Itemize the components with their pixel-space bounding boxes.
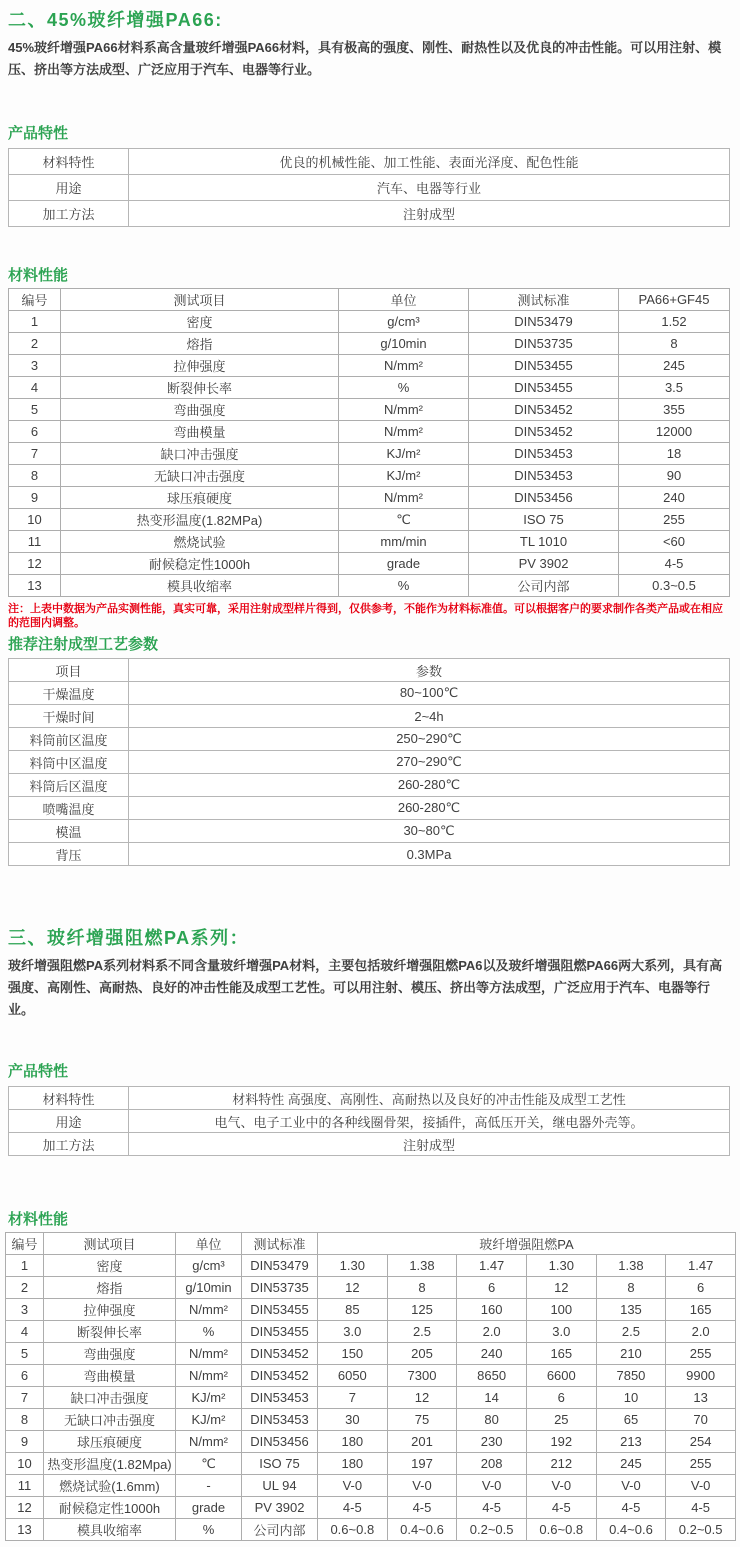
cell: 9900 [666,1365,736,1387]
cell: DIN53455 [469,377,619,399]
cell: 100 [526,1299,596,1321]
cell: 12 [9,553,61,575]
cell: 90 [619,465,730,487]
cell: 汽车、电器等行业 [129,175,730,201]
cell: 耐候稳定性1000h [44,1497,176,1519]
cell: 5 [6,1343,44,1365]
cell: 10 [9,509,61,531]
cell: 270~290℃ [129,751,730,774]
table-row [9,682,730,705]
cell: 4-5 [526,1497,596,1519]
cell: 255 [666,1453,736,1475]
cell: 模具收缩率 [44,1519,176,1541]
table-row [9,377,730,399]
cell: 材料特性 高强度、高刚性、高耐热以及良好的冲击性能及成型工艺性 [129,1087,730,1110]
cell: 13 [666,1387,736,1409]
table-row [9,705,730,728]
cell: 3 [9,355,61,377]
table-row [9,175,730,201]
cell: 电气、电子工业中的各种线圈骨架，接插件，高低压开关，继电器外壳等。 [129,1110,730,1133]
cell: 6 [526,1387,596,1409]
cell: 2~4h [129,705,730,728]
cell: KJ/m² [339,443,469,465]
table-row [9,355,730,377]
cell: 12 [387,1387,457,1409]
cell: V-0 [666,1475,736,1497]
cell: 缺口冲击强度 [44,1387,176,1409]
cell: TL 1010 [469,531,619,553]
pa66-process-table [8,658,730,866]
column-header: 项目 [9,659,129,682]
table-row [6,1387,736,1409]
cell: 2.5 [596,1321,666,1343]
section-frpa-title: 三、玻纤增强阻燃PA系列： [8,928,250,948]
section-pa66-title: 二、45%玻纤增强PA66: [8,10,223,30]
cell: 0.6~0.8 [318,1519,388,1541]
cell: 1.30 [318,1255,388,1277]
cell: 212 [526,1453,596,1475]
cell: 4-5 [387,1497,457,1519]
cell: DIN53479 [242,1255,318,1277]
cell: 0.6~0.8 [526,1519,596,1541]
section-pa66-intro: 45%玻纤增强PA66材料系高含量玻纤增强PA66材料，具有极高的强度、刚性、耐热性以及优良的冲击性能。可以用注射、模压、挤出等方法成型、广泛应用于汽车、电器等行业。 [8,40,722,77]
cell: 254 [666,1431,736,1453]
cell: 240 [457,1343,527,1365]
cell: 135 [596,1299,666,1321]
cell: 优良的机械性能、加工性能、表面光泽度、配色性能 [129,149,730,175]
cell: V-0 [596,1475,666,1497]
cell: N/mm² [176,1431,242,1453]
cell: % [176,1519,242,1541]
cell: 0.2~0.5 [457,1519,527,1541]
cell: 180 [318,1453,388,1475]
cell: 0.3MPa [129,843,730,866]
cell: 7 [6,1387,44,1409]
cell: DIN53453 [469,465,619,487]
cell: 2.5 [387,1321,457,1343]
cell: 6 [666,1277,736,1299]
cell: 热变形温度(1.82MPa) [61,509,339,531]
table-row [6,1343,736,1365]
cell: DIN53456 [242,1431,318,1453]
cell: 245 [596,1453,666,1475]
cell: 喷嘴温度 [9,797,129,820]
cell: 2 [9,333,61,355]
header-row [9,289,730,311]
cell: 1.38 [596,1255,666,1277]
cell: 3.0 [318,1321,388,1343]
cell: 3 [6,1299,44,1321]
cell: N/mm² [176,1299,242,1321]
cell: 球压痕硬度 [44,1431,176,1453]
cell: 25 [526,1409,596,1431]
cell: 2.0 [666,1321,736,1343]
cell: 10 [596,1387,666,1409]
cell: 9 [6,1431,44,1453]
cell: 18 [619,443,730,465]
table-row [6,1365,736,1387]
cell: 4-5 [457,1497,527,1519]
cell: DIN53452 [469,399,619,421]
pa66-properties-table [8,288,730,597]
table-row [9,553,730,575]
cell: mm/min [339,531,469,553]
table-row [6,1321,736,1343]
cell: 11 [6,1475,44,1497]
table-row [6,1277,736,1299]
cell: 拉伸强度 [61,355,339,377]
cell: 燃烧试验 [61,531,339,553]
cell: 材料特性 [9,149,129,175]
cell: 球压痕硬度 [61,487,339,509]
cell: 背压 [9,843,129,866]
cell: DIN53453 [469,443,619,465]
cell: PV 3902 [469,553,619,575]
cell: 12 [6,1497,44,1519]
cell: 1.52 [619,311,730,333]
cell: % [339,575,469,597]
pa66-features-heading: 产品特性 [8,125,69,142]
cell: 165 [526,1343,596,1365]
pa66-features-table [8,148,730,227]
cell: 熔指 [61,333,339,355]
cell: V-0 [318,1475,388,1497]
cell: 4-5 [318,1497,388,1519]
cell: 4 [6,1321,44,1343]
column-header: 单位 [176,1233,242,1255]
cell: 205 [387,1343,457,1365]
cell: 208 [457,1453,527,1475]
table-row [9,531,730,553]
table-row [9,509,730,531]
cell: 2 [6,1277,44,1299]
cell: 8 [9,465,61,487]
cell: 1.38 [387,1255,457,1277]
cell: 260-280℃ [129,774,730,797]
cell: 断裂伸长率 [44,1321,176,1343]
cell: 公司内部 [469,575,619,597]
column-header: 测试项目 [44,1233,176,1255]
cell: grade [339,553,469,575]
cell: 12 [318,1277,388,1299]
cell: V-0 [457,1475,527,1497]
cell: 11 [9,531,61,553]
frpa-features-table [8,1086,730,1156]
cell: 注射成型 [129,1133,730,1156]
cell: 355 [619,399,730,421]
cell: 断裂伸长率 [61,377,339,399]
cell: 5 [9,399,61,421]
cell: V-0 [387,1475,457,1497]
table-row [6,1519,736,1541]
cell: DIN53455 [469,355,619,377]
cell: ℃ [176,1453,242,1475]
table-row [6,1475,736,1497]
cell: 65 [596,1409,666,1431]
cell: DIN53456 [469,487,619,509]
table-row [9,201,730,227]
cell: 料筒前区温度 [9,728,129,751]
table-row [9,311,730,333]
cell: 14 [457,1387,527,1409]
cell: 4-5 [666,1497,736,1519]
frpa-properties-heading: 材料性能 [8,1211,69,1228]
cell: 热变形温度(1.82Mpa) [44,1453,176,1475]
cell: 8 [619,333,730,355]
cell: 干燥温度 [9,682,129,705]
table-row [6,1299,736,1321]
cell: 160 [457,1299,527,1321]
cell: 耐候稳定性1000h [61,553,339,575]
cell: 180 [318,1431,388,1453]
table-row [9,774,730,797]
table-row [9,1133,730,1156]
cell: 弯曲模量 [44,1365,176,1387]
cell: <60 [619,531,730,553]
table-row [6,1453,736,1475]
cell: 7850 [596,1365,666,1387]
cell: 9 [9,487,61,509]
cell: 公司内部 [242,1519,318,1541]
cell: 6600 [526,1365,596,1387]
cell: ℃ [339,509,469,531]
cell: 70 [666,1409,736,1431]
cell: 192 [526,1431,596,1453]
cell: 1.47 [666,1255,736,1277]
cell: 210 [596,1343,666,1365]
cell: 75 [387,1409,457,1431]
cell: 12 [526,1277,596,1299]
cell: 260-280℃ [129,797,730,820]
cell: 0.4~0.6 [596,1519,666,1541]
cell: DIN53735 [469,333,619,355]
table-row [9,1087,730,1110]
table-row [9,421,730,443]
cell: 7 [318,1387,388,1409]
section-frpa-intro: 玻纤增强阻燃PA系列材料系不同含量玻纤增强PA材料，主要包括玻纤增强阻燃PA6以及玻纤增强阻燃PA66两大系列，具有高强度、高刚性、高耐热、良好的冲击性能及成型工艺性。可以用注射、模压、挤出等方法成型，广泛应用于汽车、电器等行业。 [8,958,723,1017]
cell: DIN53455 [242,1299,318,1321]
cell: g/cm³ [339,311,469,333]
table-row [9,443,730,465]
column-header: 参数 [129,659,730,682]
pa66-properties-heading: 材料性能 [8,267,69,284]
cell: 8 [596,1277,666,1299]
cell: 7 [9,443,61,465]
cell: 无缺口冲击强度 [44,1409,176,1431]
cell: DIN53452 [242,1365,318,1387]
table-row [9,751,730,774]
cell: 模具收缩率 [61,575,339,597]
cell: KJ/m² [176,1387,242,1409]
frpa-properties-table [5,1232,736,1541]
table-row [9,149,730,175]
cell: N/mm² [176,1343,242,1365]
table-row [9,820,730,843]
cell: 6 [457,1277,527,1299]
cell: 拉伸强度 [44,1299,176,1321]
cell: KJ/m² [176,1409,242,1431]
column-header: 测试标准 [469,289,619,311]
cell: 熔指 [44,1277,176,1299]
table-row [9,1110,730,1133]
cell: 料筒后区温度 [9,774,129,797]
cell: N/mm² [339,487,469,509]
header-row [9,659,730,682]
table-row [9,399,730,421]
cell: 201 [387,1431,457,1453]
cell: 213 [596,1431,666,1453]
cell: 255 [619,509,730,531]
pa66-process-heading: 推荐注射成型工艺参数 [8,636,159,653]
cell: g/10min [339,333,469,355]
cell: 80~100℃ [129,682,730,705]
cell: 7300 [387,1365,457,1387]
cell: 弯曲强度 [61,399,339,421]
table-row [6,1497,736,1519]
cell: DIN53453 [242,1409,318,1431]
cell: 245 [619,355,730,377]
cell: - [176,1475,242,1497]
cell: N/mm² [339,399,469,421]
cell: KJ/m² [339,465,469,487]
cell: 材料特性 [9,1087,129,1110]
table-row [9,843,730,866]
cell: N/mm² [176,1365,242,1387]
cell: 230 [457,1431,527,1453]
cell: N/mm² [339,355,469,377]
measurement-note: 注：上表中数据为产品实测性能，真实可靠，采用注射成型样片得到，仅供参考，不能作为材料标准值。可以根据客户的要求制作各类产品或在相应的范围内调整。 [8,603,723,629]
cell: 3.0 [526,1321,596,1343]
cell: 干燥时间 [9,705,129,728]
cell: 6050 [318,1365,388,1387]
cell: 4-5 [596,1497,666,1519]
cell: DIN53455 [242,1321,318,1343]
cell: 8 [6,1409,44,1431]
cell: 0.4~0.6 [387,1519,457,1541]
cell: 弯曲强度 [44,1343,176,1365]
cell: % [176,1321,242,1343]
cell: 250~290℃ [129,728,730,751]
cell: 缺口冲击强度 [61,443,339,465]
cell: g/10min [176,1277,242,1299]
cell: 1 [6,1255,44,1277]
cell: 150 [318,1343,388,1365]
table-row [9,728,730,751]
cell: 注射成型 [129,201,730,227]
table-row [9,575,730,597]
column-header: 测试标准 [242,1233,318,1255]
cell: 10 [6,1453,44,1475]
cell: DIN53452 [469,421,619,443]
cell: 197 [387,1453,457,1475]
column-header: PA66+GF45 [619,289,730,311]
cell: 30 [318,1409,388,1431]
cell: 燃烧试验(1.6mm) [44,1475,176,1497]
cell: 无缺口冲击强度 [61,465,339,487]
column-header: 测试项目 [61,289,339,311]
cell: 1.30 [526,1255,596,1277]
cell: 6 [6,1365,44,1387]
table-row [6,1431,736,1453]
cell: 12000 [619,421,730,443]
column-header: 玻纤增强阻燃PA [318,1233,736,1255]
cell: 2.0 [457,1321,527,1343]
cell: DIN53479 [469,311,619,333]
table-row [6,1409,736,1431]
cell: 料筒中区温度 [9,751,129,774]
cell: PV 3902 [242,1497,318,1519]
cell: 8 [387,1277,457,1299]
cell: 加工方法 [9,201,129,227]
cell: 6 [9,421,61,443]
table-row [9,487,730,509]
column-header: 编号 [6,1233,44,1255]
cell: 85 [318,1299,388,1321]
cell: 模温 [9,820,129,843]
cell: 80 [457,1409,527,1431]
cell: 8650 [457,1365,527,1387]
cell: ISO 75 [242,1453,318,1475]
cell: 13 [9,575,61,597]
cell: % [339,377,469,399]
cell: 4 [9,377,61,399]
cell: grade [176,1497,242,1519]
cell: N/mm² [339,421,469,443]
cell: UL 94 [242,1475,318,1497]
cell: DIN53452 [242,1343,318,1365]
cell: ISO 75 [469,509,619,531]
cell: 0.2~0.5 [666,1519,736,1541]
table-row [9,333,730,355]
cell: 240 [619,487,730,509]
cell: DIN53453 [242,1387,318,1409]
cell: 弯曲模量 [61,421,339,443]
cell: 13 [6,1519,44,1541]
cell: 125 [387,1299,457,1321]
cell: 密度 [44,1255,176,1277]
frpa-features-heading: 产品特性 [8,1063,69,1080]
cell: 255 [666,1343,736,1365]
cell: 用途 [9,175,129,201]
cell: 3.5 [619,377,730,399]
table-row [6,1255,736,1277]
cell: 密度 [61,311,339,333]
cell: 1 [9,311,61,333]
cell: 加工方法 [9,1133,129,1156]
cell: DIN53735 [242,1277,318,1299]
cell: 165 [666,1299,736,1321]
table-row [9,797,730,820]
cell: 用途 [9,1110,129,1133]
column-header: 编号 [9,289,61,311]
cell: 1.47 [457,1255,527,1277]
cell: g/cm³ [176,1255,242,1277]
table-row [9,465,730,487]
cell: V-0 [526,1475,596,1497]
header-row [6,1233,736,1255]
cell: 0.3~0.5 [619,575,730,597]
cell: 4-5 [619,553,730,575]
cell: 30~80℃ [129,820,730,843]
column-header: 单位 [339,289,469,311]
